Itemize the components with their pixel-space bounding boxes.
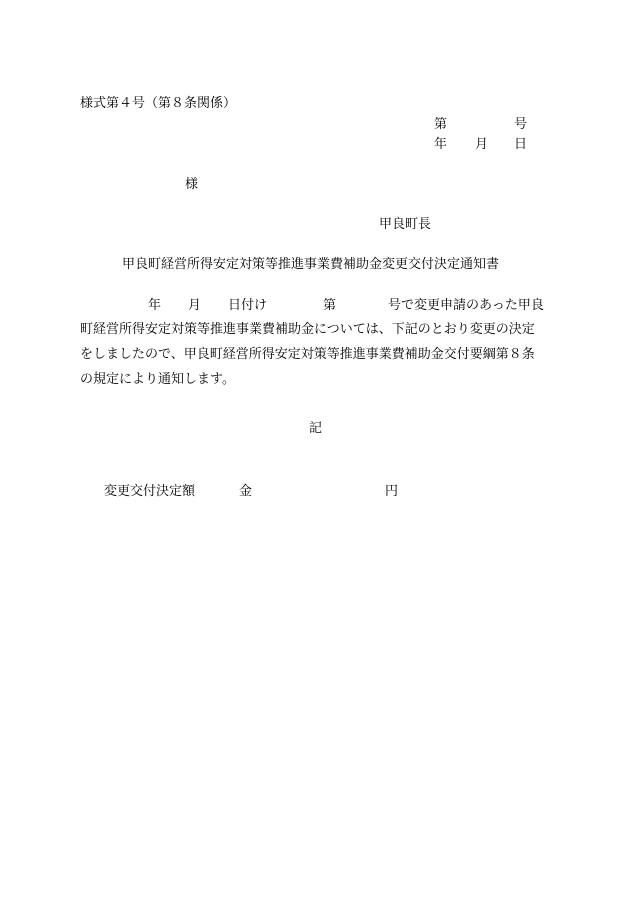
document-number-suffix: 号 bbox=[514, 117, 528, 132]
amount-label: 変更交付決定額 bbox=[104, 484, 196, 499]
amount-prefix: 金 bbox=[239, 484, 253, 499]
date-day-label: 日 bbox=[514, 137, 528, 152]
body-line-3: をしましたので、甲良町経営所得安定対策等推進事業費補助金交付要綱第８条 bbox=[80, 347, 535, 362]
body-line-4: の規定により通知します。 bbox=[80, 372, 235, 387]
addressee-honorific: 様 bbox=[185, 177, 199, 192]
date-year-label: 年 bbox=[434, 137, 448, 152]
body-month-label: 月 bbox=[188, 298, 202, 313]
date-month-label: 月 bbox=[475, 137, 489, 152]
ki-heading: 記 bbox=[309, 421, 323, 436]
form-number: 様式第４号（第８条関係） bbox=[80, 96, 237, 111]
body-line-1: 号で変更申請のあった甲良 bbox=[388, 298, 544, 313]
document-number-prefix: 第 bbox=[434, 117, 448, 132]
document-title: 甲良町経営所得安定対策等推進事業費補助金変更交付決定通知書 bbox=[122, 257, 500, 272]
body-line-2: 町経営所得安定対策等推進事業費補助金については、下記のとおり変更の決定 bbox=[80, 322, 535, 337]
body-year-label: 年 bbox=[148, 298, 162, 313]
body-number-prefix: 第 bbox=[323, 298, 337, 313]
amount-unit: 円 bbox=[385, 484, 399, 499]
sender-name: 甲良町長 bbox=[379, 217, 432, 232]
body-dated-label: 日付け bbox=[228, 298, 268, 313]
